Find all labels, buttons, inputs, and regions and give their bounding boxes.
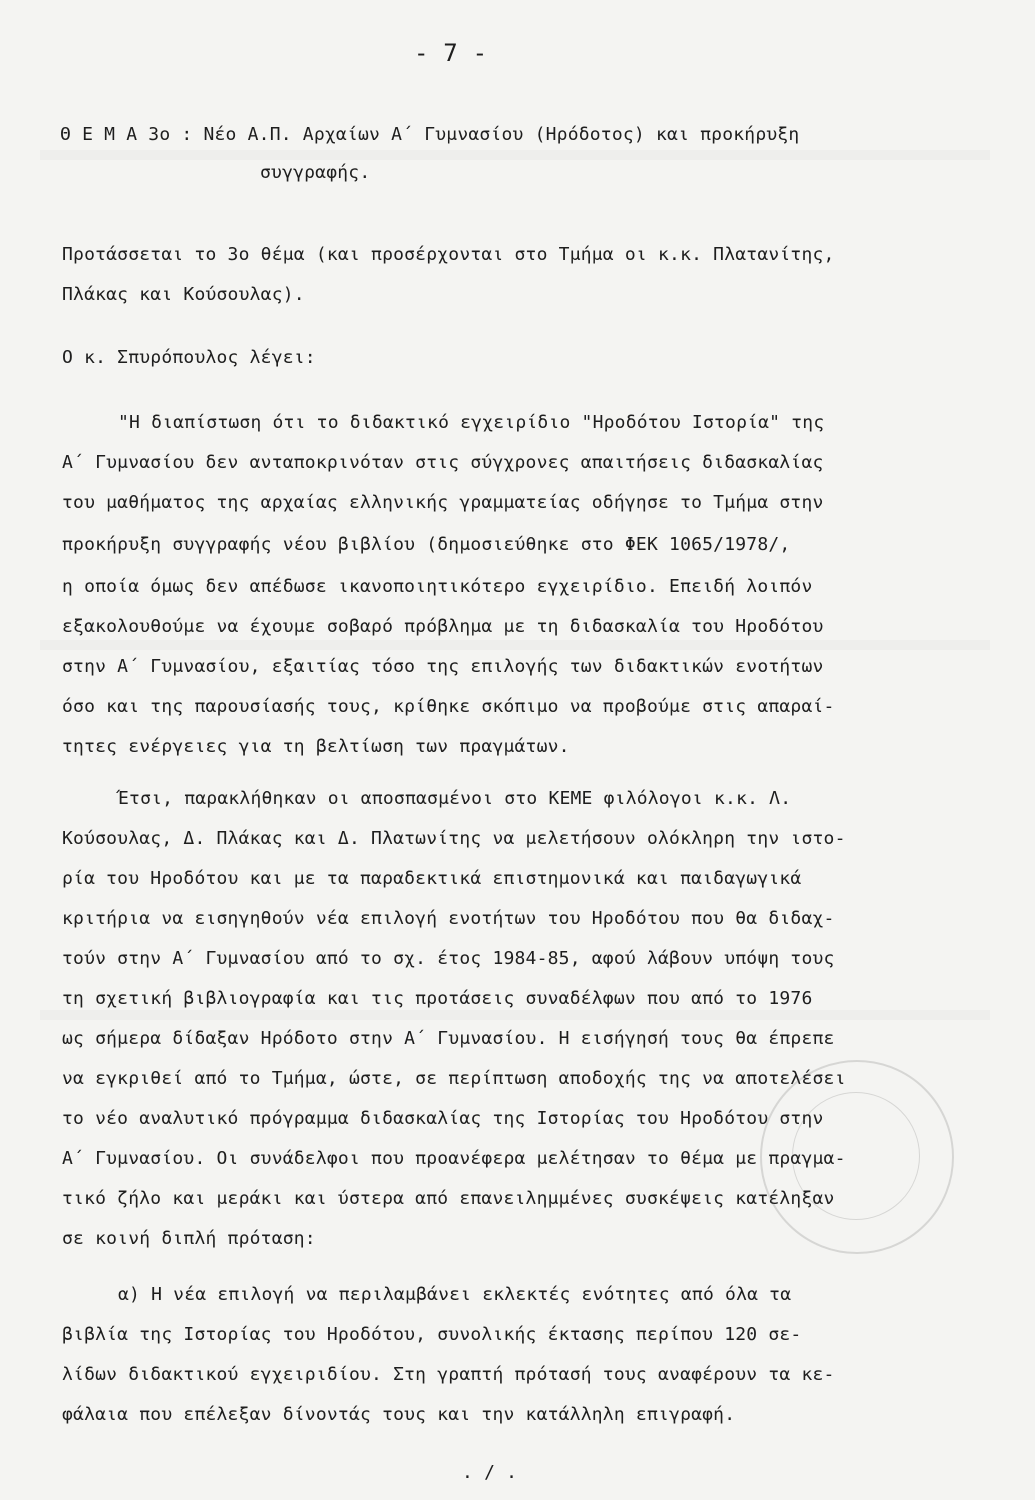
text-line: τούν στην Α΄ Γυμνασίου από το σχ. έτος 1984-85, αφού λάβουν υπόψη τους xyxy=(62,948,835,969)
text-line: εξακολουθούμε να έχουμε σοβαρό πρόβλημα με τη διδασκαλία του Ηροδότου xyxy=(62,616,824,637)
text-line: Έτσι, παρακλήθηκαν οι αποσπασμένοι στο ΚΕΜΕ φιλόλογοι κ.κ. Λ. xyxy=(118,788,792,809)
continuation-mark: . / . xyxy=(462,1462,518,1483)
text-line: βιβλία της Ιστορίας του Ηροδότου, συνολικής έκτασης περίπου 120 σε- xyxy=(62,1324,802,1345)
show-through-shadow xyxy=(40,1010,990,1020)
text-line: α) Η νέα επιλογή να περιλαμβάνει εκλεκτές ενότητες από όλα τα xyxy=(118,1284,792,1305)
text-line: Κούσουλας, Δ. Πλάκας και Δ. Πλατωνίτης να μελετήσουν ολόκληρη την ιστο- xyxy=(62,828,846,849)
show-through-shadow xyxy=(40,150,990,160)
official-stamp xyxy=(760,1060,954,1254)
text-line: Πλάκας και Κούσουλας). xyxy=(62,284,305,305)
text-line: ως σήμερα δίδαξαν Ηρόδοτο στην Α΄ Γυμνασίου. Η εισήγησή τους θα έπρεπε xyxy=(62,1028,835,1049)
text-line: Ο κ. Σπυρόπουλος λέγει: xyxy=(62,347,316,368)
topic-heading: Θ Ε Μ Α 3ο : Νέο Α.Π. Αρχαίων Α΄ Γυμνασίου (Ηρόδοτος) και προκήρυξη xyxy=(60,124,800,145)
text-line: συγγραφής. xyxy=(260,162,371,183)
text-line: η οποία όμως δεν απέδωσε ικανοποιητικότερο εγχειρίδιο. Επειδή λοιπόν xyxy=(62,576,813,597)
stamp-inner-ring xyxy=(792,1092,920,1220)
text-line: τη σχετική βιβλιογραφία και τις προτάσεις συναδέλφων που από το 1976 xyxy=(62,988,813,1009)
text-line: ρία του Ηροδότου και με τα παραδεκτικά επιστημονικά και παιδαγωγικά xyxy=(62,868,802,889)
text-line: κριτήρια να εισηγηθούν νέα επιλογή ενοτήτων του Ηροδότου που θα διδαχ- xyxy=(62,908,835,929)
show-through-shadow xyxy=(40,640,990,650)
text-line: το νέο αναλυτικό πρόγραμμα διδασκαλίας της Ιστορίας του Ηροδότου στην xyxy=(62,1108,824,1129)
text-line: λίδων διδακτικού εγχειριδίου. Στη γραπτή πρότασή τους αναφέρουν τα κε- xyxy=(62,1364,835,1385)
text-line: τικό ζήλο και μεράκι και ύστερα από επανειλημμένες συσκέψεις κατέληξαν xyxy=(62,1188,835,1209)
text-line: του μαθήματος της αρχαίας ελληνικής γραμματείας οδήγησε το Τμήμα στην xyxy=(62,492,824,513)
text-line: "Η διαπίστωση ότι το διδακτικό εγχειρίδιο "Ηροδότου Ιστορία" της xyxy=(118,412,825,433)
text-line: να εγκριθεί από το Τμήμα, ώστε, σε περίπτωση αποδοχής της να αποτελέσει xyxy=(62,1068,846,1089)
text-line: όσο και της παρουσίασής τους, κρίθηκε σκόπιμο να προβούμε στις απαραί- xyxy=(62,696,835,717)
text-line: Α΄ Γυμνασίου. Οι συνάδελφοι που προανέφερα μελέτησαν το θέμα με πραγμα- xyxy=(62,1148,846,1169)
text-line: Προτάσσεται το 3ο θέμα (και προσέρχονται στο Τμήμα οι κ.κ. Πλατανίτης, xyxy=(62,244,835,265)
text-line: Α΄ Γυμνασίου δεν ανταποκρινόταν στις σύγχρονες απαιτήσεις διδασκαλίας xyxy=(62,452,824,473)
page-number: - 7 - xyxy=(414,39,488,67)
text-line: φάλαια που επέλεξαν δίνοντάς τους και την κατάλληλη επιγραφή. xyxy=(62,1404,736,1425)
text-line: στην Α΄ Γυμνασίου, εξαιτίας τόσο της επιλογής των διδακτικών ενοτήτων xyxy=(62,656,824,677)
text-line: τητες ενέργειες για τη βελτίωση των πραγμάτων. xyxy=(62,736,570,757)
text-line: προκήρυξη συγγραφής νέου βιβλίου (δημοσιεύθηκε στο ΦΕΚ 1065/1978/, xyxy=(62,534,791,555)
text-line: σε κοινή διπλή πρόταση: xyxy=(62,1228,316,1249)
